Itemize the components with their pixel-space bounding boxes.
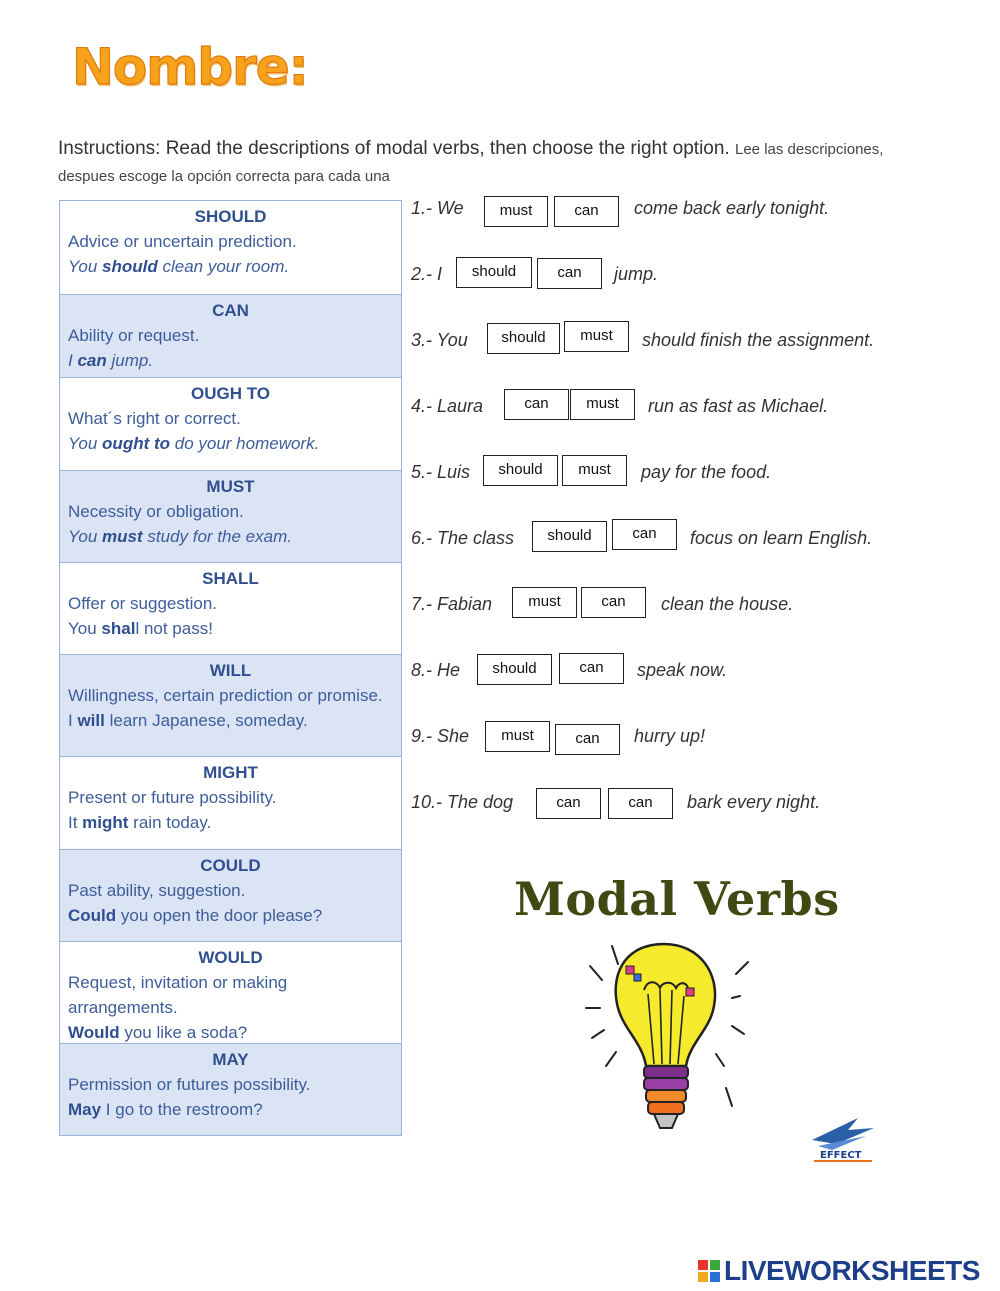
definition-meaning: Present or future possibility. <box>68 788 277 807</box>
question-3-option-b[interactable]: must <box>564 321 629 352</box>
definition-term: SHALL <box>202 569 259 588</box>
definition-shall <box>60 562 401 654</box>
definition-must <box>60 470 401 562</box>
question-10-prompt: 10.- The dog <box>411 792 514 812</box>
question-4-rest: run as fast as Michael. <box>648 396 829 416</box>
definition-meaning: Necessity or obligation. <box>68 502 244 521</box>
definition-meaning: Past ability, suggestion. <box>68 881 246 900</box>
question-7-option-a[interactable]: must <box>512 587 577 618</box>
question-10-rest: bark every night. <box>687 792 821 812</box>
question-1-option-b[interactable]: can <box>554 196 619 227</box>
question-1-option-a[interactable]: must <box>484 196 548 227</box>
question-1-prompt: 1.- We <box>411 198 464 218</box>
question-8-option-a[interactable]: should <box>477 654 552 685</box>
definition-term: CAN <box>212 301 249 320</box>
instructions-spanish: Lee las descripciones, despues escoge la opción correcta para cada una <box>58 141 884 185</box>
definition-may <box>60 1043 401 1135</box>
question-6-option-b[interactable]: can <box>612 519 677 550</box>
definition-example: You ought to do your homework. <box>68 434 320 453</box>
question-5-prompt: 5.- Luis <box>411 462 471 482</box>
modal-definitions-table <box>59 200 402 1136</box>
definition-could <box>60 849 401 941</box>
definition-would <box>60 941 401 1043</box>
question-3-option-a[interactable]: should <box>487 323 560 354</box>
definition-example: You should clean your room. <box>68 257 290 276</box>
definition-example: It might rain today. <box>68 813 212 832</box>
question-4-option-b[interactable]: must <box>570 389 635 420</box>
definition-term: WILL <box>209 661 252 680</box>
liveworksheets-wordmark: LIVEWORKSHEETS <box>724 1255 980 1286</box>
definition-should <box>60 201 401 294</box>
definition-will <box>60 654 401 756</box>
instructions-english: Instructions: Read the descriptions of modal verbs, then choose the right option. <box>58 138 730 159</box>
instructions <box>58 136 928 190</box>
definition-term: MIGHT <box>203 763 258 782</box>
question-8-prompt: 8.- He <box>411 660 461 680</box>
question-9-rest: hurry up! <box>634 726 706 746</box>
definition-term: OUGH TO <box>190 384 271 403</box>
question-4-prompt: 4.- Laura <box>411 396 484 416</box>
question-7-option-b[interactable]: can <box>581 587 646 618</box>
worksheet-name-heading: Nombre: <box>72 38 308 96</box>
definition-meaning: Advice or uncertain prediction. <box>68 232 297 251</box>
question-5-option-b[interactable]: must <box>562 455 627 486</box>
question-8-rest: speak now. <box>637 660 728 680</box>
definition-example: You shall not pass! <box>68 619 213 638</box>
question-3-prompt: 3.- You <box>411 330 468 350</box>
liveworksheets-logo-icon <box>698 1260 720 1282</box>
effect-logo <box>808 1112 878 1164</box>
definition-can <box>60 294 401 377</box>
definition-example: May I go to the restroom? <box>68 1100 263 1119</box>
question-6-prompt: 6.- The class <box>411 528 515 548</box>
definition-meaning: Request, invitation or making arrangements. <box>68 973 288 1017</box>
question-6-rest: focus on learn English. <box>690 528 873 548</box>
question-9-option-a[interactable]: must <box>485 721 550 752</box>
question-5-rest: pay for the food. <box>641 462 772 482</box>
svg-text:EFFECT: EFFECT <box>820 1150 862 1161</box>
question-7-prompt: 7.- Fabian <box>411 594 493 614</box>
question-7-rest: clean the house. <box>661 594 794 614</box>
definition-meaning: Offer or suggestion. <box>68 594 217 613</box>
question-5-option-a[interactable]: should <box>483 455 558 486</box>
lightbulb-icon <box>582 938 752 1138</box>
question-2-rest: jump. <box>614 264 659 284</box>
definition-example: I can jump. <box>68 351 154 370</box>
definition-meaning: What´s right or correct. <box>68 409 241 428</box>
definition-meaning: Willingness, certain prediction or promise. <box>68 686 383 705</box>
question-3-rest: should finish the assignment. <box>642 330 875 350</box>
definition-term: MAY <box>212 1050 249 1069</box>
liveworksheets-brand <box>698 1255 980 1287</box>
definition-ought-to <box>60 377 401 470</box>
modal-verbs-title: Modal Verbs <box>514 872 840 926</box>
definition-meaning: Permission or futures possibility. <box>68 1075 311 1094</box>
question-9-prompt: 9.- She <box>411 726 470 746</box>
question-10-option-b[interactable]: can <box>608 788 673 819</box>
definition-example: I will learn Japanese, someday. <box>68 711 308 730</box>
question-8-option-b[interactable]: can <box>559 653 624 684</box>
definition-term: COULD <box>200 856 261 875</box>
definition-might <box>60 756 401 849</box>
question-9-option-b[interactable]: can <box>555 724 620 755</box>
definition-example: You must study for the exam. <box>68 527 292 546</box>
question-2-option-a[interactable]: should <box>456 257 532 288</box>
definition-term: MUST <box>206 477 255 496</box>
question-2-prompt: 2.- I <box>411 264 443 284</box>
question-2-option-b[interactable]: can <box>537 258 602 289</box>
question-4-option-a[interactable]: can <box>504 389 569 420</box>
definition-meaning: Ability or request. <box>68 326 200 345</box>
question-1-rest: come back early tonight. <box>634 198 830 218</box>
definition-example: Could you open the door please? <box>68 906 323 925</box>
definition-term: SHOULD <box>194 207 267 226</box>
definition-term: WOULD <box>198 948 263 967</box>
question-6-option-a[interactable]: should <box>532 521 607 552</box>
question-10-option-a[interactable]: can <box>536 788 601 819</box>
definition-example: Would you like a soda? <box>68 1023 248 1042</box>
